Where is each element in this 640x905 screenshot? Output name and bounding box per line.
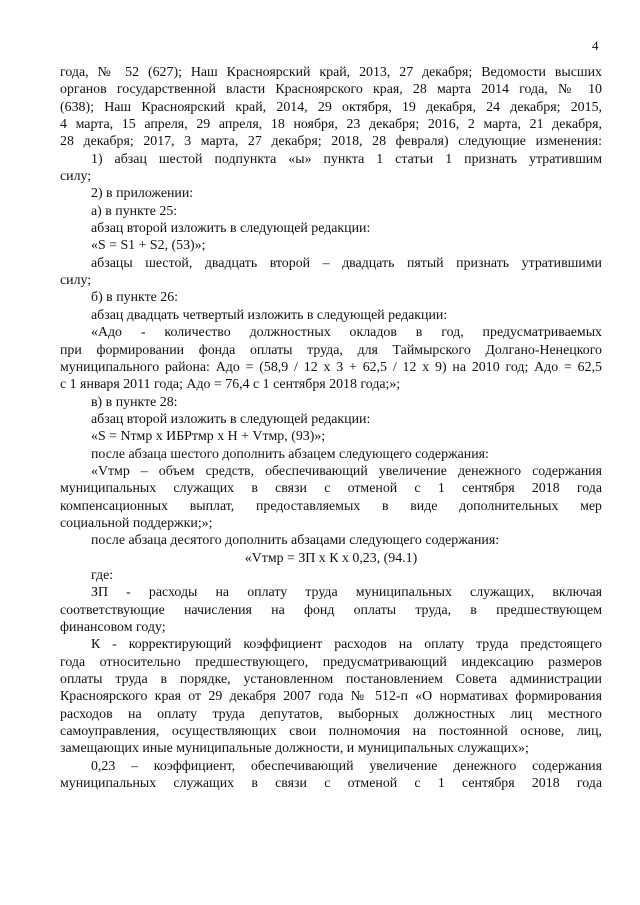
text-line: года относительно предшествующего, предусматривающий индексацию размеров	[60, 654, 602, 670]
text-line: после абзаца шестого дополнить абзацем следующего содержания:	[91, 446, 489, 462]
text-line: муниципальных служащих в связи с отменой с 1 сентября 2018 года	[60, 481, 602, 497]
text-line: «S = S1 + S2, (53)»;	[91, 238, 206, 254]
text-line: абзац второй изложить в следующей редакции:	[91, 411, 371, 427]
text-line: 2) в приложении:	[91, 186, 194, 202]
text-line: при формировании фонда оплаты труда, для Таймырского Долгано-Ненецкого	[60, 342, 602, 358]
text-line: ЗП - расходы на оплату труда муниципальных служащих, включая	[91, 585, 602, 601]
text-line: 0,23 – коэффициент, обеспечивающий увеличение денежного содержания	[91, 758, 602, 774]
text-line: абзацы шестой, двадцать второй – двадцать пятый признать утратившими	[91, 255, 602, 271]
text-line: 1) абзац шестой подпункта «ы» пункта 1 статьи 1 признать утратившим	[91, 151, 602, 167]
formula: «Vтмр = ЗП х К х 0,23, (94.1)	[244, 550, 418, 566]
text-line: «Vтмр – объем средств, обеспечивающий увеличение денежного содержания	[91, 463, 602, 479]
page-number: 4	[592, 38, 599, 53]
text-line: муниципальных служащих в связи с отменой с 1 сентября 2018 года	[60, 776, 602, 792]
text-line: силу;	[60, 273, 92, 289]
text-line: «Адо - количество должностных окладов в год, предусматриваемых	[91, 325, 602, 341]
document-body	[60, 64, 602, 792]
text-line: 28 декабря; 2017, 3 марта, 27 декабря; 2018, 28 февраля) следующие изменения:	[60, 134, 602, 150]
text-line: «S = Nтмр х ИБРтмр х Н + Vтмр, (93)»;	[91, 429, 326, 445]
text-line: (638); Наш Красноярский край, 2014, 29 октября, 19 декабря, 24 декабря; 2015,	[60, 99, 602, 115]
text-line: компенсационных выплат, предоставляемых в виде дополнительных мер	[60, 498, 602, 514]
text-line: после абзаца десятого дополнить абзацами следующего содержания:	[91, 533, 500, 549]
text-line: органов государственной власти Красноярского края, 28 марта 2014 года, № 10	[60, 82, 602, 98]
text-line: социальной поддержки;»;	[60, 515, 213, 531]
text-line: оплаты труда в порядке, установленном постановлением Совета администрации	[60, 672, 602, 688]
text-line: абзац второй изложить в следующей редакции:	[91, 221, 371, 237]
text-line: б) в пункте 26:	[91, 290, 179, 306]
text-line: финансовом году;	[60, 620, 166, 635]
text-line: муниципального района: Адо = (58,9 / 12 х 3 + 62,5 / 12 х 9) на 2010 год; Адо = 62,5	[60, 359, 602, 375]
text-line: замещающих иные муниципальные должности, и муниципальных служащих»;	[60, 741, 529, 757]
text-line: абзац двадцать четвертый изложить в следующей редакции:	[91, 307, 448, 323]
text-line: К - корректирующий коэффициент расходов на оплату труда предстоящего	[91, 637, 602, 653]
text-line: с 1 января 2011 года; Адо = 76,4 с 1 сентября 2018 года;»;	[60, 377, 401, 393]
text-line: где:	[91, 567, 114, 583]
text-line: Красноярского края от 29 декабря 2007 года № 512-п «О нормативах формирования	[60, 689, 602, 705]
text-line: самоуправления, осуществляющих свои полномочия на постоянной основе, лиц,	[60, 724, 602, 740]
text-line: 4 марта, 15 апреля, 29 апреля, 18 ноября, 23 декабря; 2016, 2 марта, 21 декабря,	[60, 117, 602, 133]
text-line: года, № 52 (627); Наш Красноярский край, 2013, 27 декабря; Ведомости высших	[60, 65, 602, 80]
text-line: а) в пункте 25:	[91, 203, 178, 219]
text-line: расходов на оплату труда депутатов, выборных должностных лиц местного	[60, 706, 602, 722]
text-line: в) в пункте 28:	[91, 394, 178, 410]
text-line: силу;	[60, 169, 92, 185]
text-line: соответствующие начисления на фонд оплаты труда, в предшествующем	[60, 602, 602, 618]
